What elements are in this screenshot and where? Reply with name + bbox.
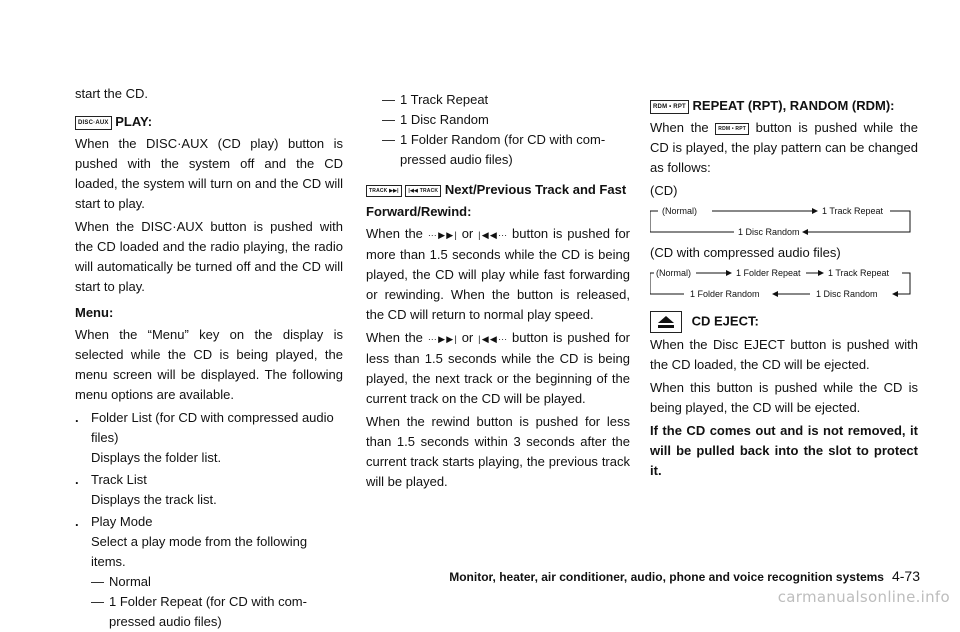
list-item-desc: Displays the track list. [91,492,217,507]
diag1-track-repeat: 1 Track Repeat [822,206,884,216]
diag1-normal: (Normal) [662,206,697,216]
bullet-mark: . [75,514,79,529]
mode-item [366,110,630,130]
list-item [75,470,343,490]
mode-item [366,90,630,110]
track-prev-button-icon: |◀◀ TRACK [405,185,441,197]
eject-icon [650,311,682,333]
play-paragraph-1: When the DISC·AUX (CD play) button is pushed with the system off and the CD loaded, the system will turn on and the CD will start to play. [75,136,343,211]
list-item-title: Play Mode [91,514,153,529]
bullet-mark: . [75,472,79,487]
menu-paragraph: When the “Menu” key on the display is selected while the CD is being played, the menu screen will be displayed. The following menu options are available. [75,327,343,402]
rewind-icon: |◀◀··· [478,334,508,344]
rpt-paragraph: When the RDM • RPT button is pushed while the CD is played, the play pattern can be changed as follows: [650,120,918,175]
list-item-desc: Select a play mode from the following items. [91,534,308,569]
diag2-folder-random: 1 Folder Random [690,289,760,299]
diag2-folder-repeat: 1 Folder Repeat [736,268,801,278]
dash-mark: — [382,112,395,127]
nav-paragraph-3: When the rewind button is pushed for less than 1.5 seconds within 3 seconds after the current track starts playing, the previous track will be played. [366,414,630,489]
list-item-desc: Displays the folder list. [91,450,222,465]
column-right [650,96,918,484]
rdm-rpt-inline-button-icon: RDM • RPT [715,123,749,135]
diag2-track-repeat: 1 Track Repeat [828,268,890,278]
rpt-heading: REPEAT (RPT), RANDOM (RDM): [692,98,895,113]
mode-item [75,572,343,592]
column-left [75,84,343,632]
list-item [75,512,343,532]
column-middle [366,90,630,495]
diag2-normal: (Normal) [656,268,691,278]
list-item-title: Track List [91,472,147,487]
cd-label: (CD) [650,183,678,198]
rewind-icon: |◀◀··· [478,230,508,240]
forward-icon: ···▶▶| [427,230,457,240]
mode-text: 1 Folder Repeat (for CD with com- [109,594,307,609]
mode-text: 1 Track Repeat [400,92,489,107]
mode-text: 1 Disc Random [400,112,489,127]
eject-heading-row [650,311,918,333]
mode-text-cont: pressed audio files) [400,152,513,167]
mode-text-cont: pressed audio files) [109,614,222,629]
diag2-disc-random: 1 Disc Random [816,289,878,299]
page-footer [400,568,920,584]
mode-text: Normal [109,574,151,589]
watermark: carmanualsonline.info [777,588,950,606]
dash-mark: — [91,574,104,589]
mode-text: 1 Folder Random (for CD with com- [400,132,606,147]
compressed-play-pattern-diagram [650,267,918,297]
eject-paragraph-2: When this button is pushed while the CD is being played, the CD will be ejected. [650,380,918,415]
track-next-button-icon: TRACK ▶▶| [366,185,402,197]
rpt-heading-row [650,96,918,116]
dash-mark: — [382,132,395,147]
nav-paragraph-1: When the ···▶▶| or |◀◀··· button is pushed for more than 1.5 seconds while the CD is being played, the CD will play while fast forwarding or rewinding. When the button is released, the CD will return to normal play speed. [366,226,631,322]
eject-paragraph-1: When the Disc EJECT button is pushed with the CD loaded, the CD will be ejected. [650,337,918,372]
list-item-title: Folder List (for CD with compressed audio files) [91,410,334,445]
list-item [75,408,343,448]
eject-heading: CD EJECT: [691,313,759,329]
page-number: 4-73 [891,568,920,584]
diag1-disc-random: 1 Disc Random [738,227,800,237]
disc-aux-button-icon: DISC·AUX [75,116,112,130]
bullet-mark: . [75,410,79,425]
play-heading-row [75,112,343,132]
footer-section-title: Monitor, heater, air conditioner, audio, phone and voice recognition systems [449,570,884,584]
rdm-rpt-button-icon: RDM • RPT [650,100,689,114]
nav-heading-1: Next/Previous Track and Fast [444,182,627,197]
dash-mark: — [382,92,395,107]
play-paragraph-2: When the DISC·AUX button is pushed with the CD loaded and the radio playing, the radio will automatically be turned off and the CD will start to play. [75,219,343,294]
menu-heading: Menu: [75,305,114,320]
nav-heading-2: Forward/Rewind: [366,204,472,219]
dash-mark: — [91,594,104,609]
forward-icon: ···▶▶| [427,334,457,344]
mode-item [75,592,343,612]
eject-warning: If the CD comes out and is not removed, it will be pulled back into the slot to protect it. [650,423,918,478]
compressed-label: (CD with compressed audio files) [650,245,841,260]
mode-item [366,130,630,150]
intro-text: start the CD. [75,86,148,101]
cd-play-pattern-diagram [650,205,918,235]
nav-heading-row [366,180,630,200]
nav-paragraph-2: When the ···▶▶| or |◀◀··· button is pushed for less than 1.5 seconds while the CD is being played, the next track or the beginning of the current track on the CD will be played. [366,330,631,406]
play-heading: PLAY: [115,114,153,129]
